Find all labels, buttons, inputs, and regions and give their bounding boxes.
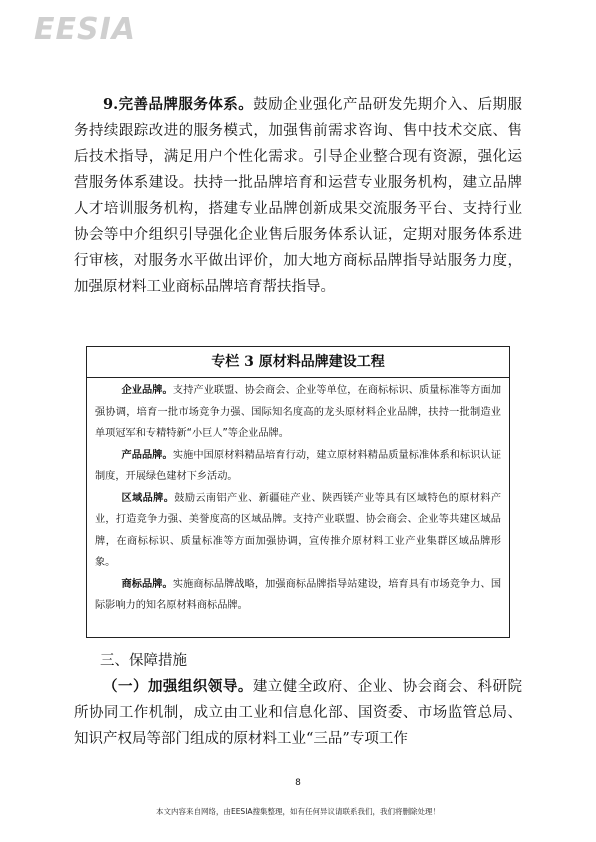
section-9-lead: 9.完善品牌服务体系。	[103, 96, 254, 113]
box-item-lead: 商标品牌。	[121, 578, 173, 590]
box-item-lead: 产品品牌。	[121, 449, 173, 461]
section-9-paragraph	[74, 92, 522, 300]
section-9-body: 鼓励企业强化产品研发先期介入、后期服务持续跟踪改进的服务模式，加强售前需求咨询、售中技术交底、售后技术指导，满足用户个性化需求。引导企业整合现有资源，强化运营服务体系建设。扶持一批品牌培育和运营专业服务机构，建立品牌人才培训服务机构，搭建专业品牌创新成果交流服务平台、支持行业协会等中介组织引导强化企业售后服务体系认证，定期对服务体系进行审核，对服务水平做出评价，加大地方商标品牌指导站服务力度，加强原材料工业商标品牌培育帮扶指导。	[74, 97, 522, 295]
box-item-text: 支持产业联盟、协会商会、企业等单位，在商标标识、质量标准等方面加强协调，培育一批市场竞争力强、国际知名度高的龙头原材料企业品牌，扶持一批制造业单项冠军和专精特新“小巨人”等企业品牌。	[95, 385, 502, 439]
special-column-title: 专栏 3 原材料品牌建设工程	[87, 347, 509, 378]
box-item-product-brand	[95, 445, 501, 488]
section-3-1-body: 建立健全政府、企业、协会商会、科研院所协同工作机制，成立由工业和信息化部、国资委、市场监管总局、知识产权局等部门组成的原材料工业“三品”专项工作	[74, 679, 523, 747]
box-item-text: 实施中国原材料精品培育行动，建立原材料精品质量标准体系和标识认证制度，开展绿色建材下乡活动。	[95, 449, 502, 482]
special-column-body	[95, 380, 501, 617]
box-item-trademark-brand	[95, 574, 501, 617]
section-3-1-lead: （一）加强组织领导。	[103, 678, 253, 695]
box-item-enterprise-brand	[95, 380, 501, 445]
section-3-heading: 三、保障措施	[100, 653, 187, 669]
box-item-text: 实施商标品牌战略，加强商标品牌指导站建设，培育具有市场竞争力、国际影响力的知名原材料商标品牌。	[95, 578, 502, 611]
box-item-regional-brand	[95, 488, 501, 574]
eesia-logo: EESIA	[34, 12, 136, 47]
special-column-box	[86, 346, 510, 638]
box-item-lead: 区域品牌。	[121, 492, 175, 504]
page-number: 8	[295, 778, 301, 788]
section-3-1-paragraph	[74, 674, 522, 752]
footer-disclaimer: 本文内容来自网络，由EESIA搜集整理，如有任何异议请联系我们，我们将删除处理！	[155, 807, 441, 816]
box-item-text: 鼓励云南铝产业、新疆硅产业、陕西镁产业等具有区域特色的原材料产业，打造竞争力强、美誉度高的区域品牌。支持产业联盟、协会商会、企业等共建区域品牌，在商标标识、质量标准等方面加强协调，宣传推介原材料工业产业集群区域品牌形象。	[95, 492, 502, 568]
box-item-lead: 企业品牌。	[121, 385, 173, 396]
